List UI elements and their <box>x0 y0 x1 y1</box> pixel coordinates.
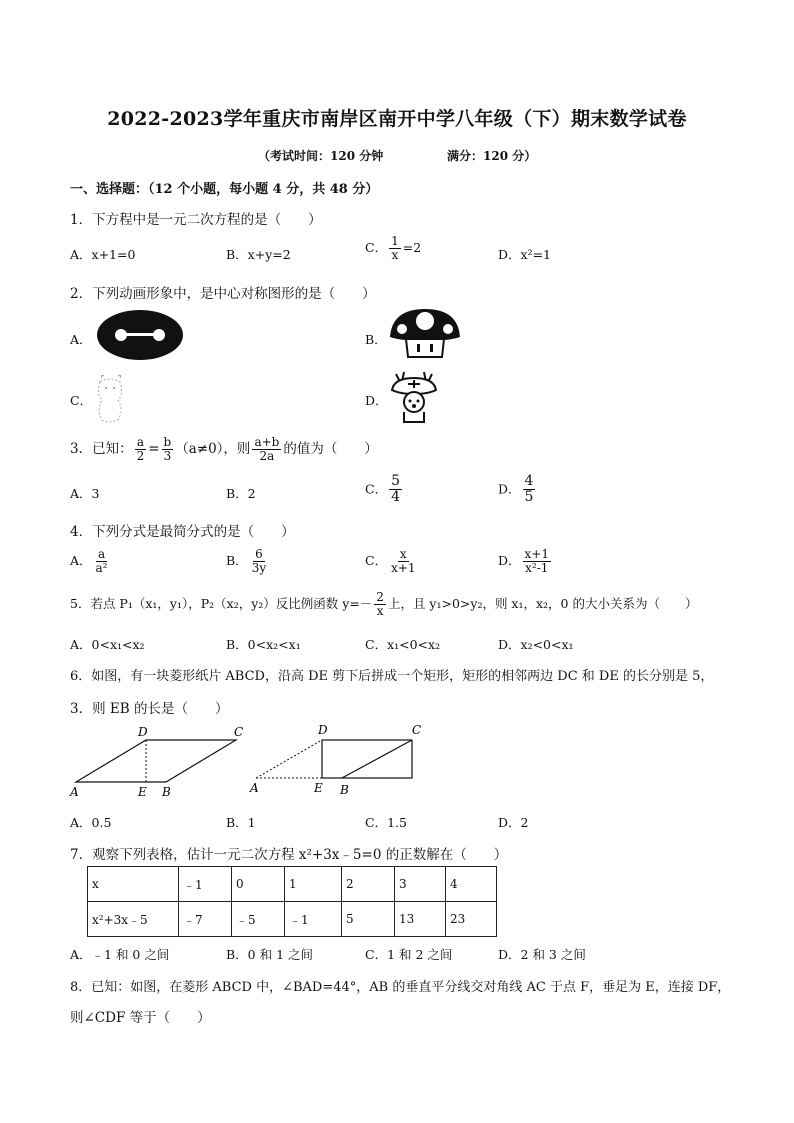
question-5-stem: 5．若点 P₁（x₁，y₁），P₂（x₂，y₂）反比例函数 y=－ $\frac{2}{x}$ 上，且 y₁>0>y₂，则 x₁，x₂，0 的大小关系为（ ） <box>70 590 698 619</box>
q4-option-a: A． $\frac{a}{\text{a²}}$ <box>70 547 108 576</box>
table-cell: x <box>88 867 179 902</box>
q1-option-c: C． $\frac{1}{x}$ =2 <box>365 234 422 263</box>
table-cell: ﹣1 <box>179 867 232 902</box>
label-a1: A <box>70 785 79 799</box>
label-d2: D <box>318 723 328 737</box>
q7-option-c: C．1 和 2 之间 <box>365 947 453 962</box>
q1-option-b: B．x+y=2 <box>226 247 291 262</box>
q4-option-d: D． $\frac{x+1}{\text{x²-1}}$ <box>498 547 549 576</box>
table-cell: ﹣1 <box>285 902 342 937</box>
table-cell: 13 <box>395 902 446 937</box>
q4-option-b: B． $\frac{6}{3y}$ <box>226 547 267 576</box>
q7-option-a: A．﹣1 和 0 之间 <box>70 947 170 962</box>
q2-option-d: D． <box>365 393 388 408</box>
cartoon-c-image <box>92 372 128 424</box>
question-4-stem: 4．下列分式是最简分式的是（ ） <box>70 524 295 540</box>
q1-option-d: D．x²=1 <box>498 247 552 262</box>
label-c1: C <box>234 725 244 739</box>
label-d1: D <box>138 725 148 739</box>
q7-option-b: B．0 和 1 之间 <box>226 947 314 962</box>
mushroom-image <box>388 307 462 359</box>
table-cell: ﹣5 <box>232 902 285 937</box>
table-cell: 4 <box>446 867 497 902</box>
question-1-stem: 1．下方程中是一元二次方程的是（ ） <box>70 212 322 228</box>
table-cell: 3 <box>395 867 446 902</box>
table-row <box>88 867 497 902</box>
question-8-line2: 则∠CDF 等于（ ） <box>70 1010 211 1026</box>
table-cell: 5 <box>342 902 395 937</box>
label-b2: B <box>340 783 349 797</box>
label-c2: C <box>412 723 422 737</box>
question-7-stem: 7．观察下列表格，估计一元二次方程 x²+3x﹣5=0 的正数解在（ ） <box>70 847 508 863</box>
q5-option-a: A．0<x₁<x₂ <box>70 637 145 652</box>
label-e1: E <box>138 785 147 799</box>
rhombus-figure <box>66 722 436 802</box>
table-row <box>88 902 497 937</box>
question-2-stem: 2．下列动画形象中，是中心对称图形的是（ ） <box>70 286 376 302</box>
q3-option-b: B．2 <box>226 486 256 501</box>
q3-option-c: C． $\frac{5}{4}$ <box>365 473 400 506</box>
table-cell: 23 <box>446 902 497 937</box>
value-table <box>87 866 497 937</box>
label-e2: E <box>314 781 323 795</box>
exam-time: （考试时间：120 分钟 <box>258 149 384 163</box>
q3-option-d: D． $\frac{4}{5}$ <box>498 473 534 506</box>
section-heading: 一、选择题：（12 个小题，每小题 4 分，共 48 分） <box>70 182 379 197</box>
q3-option-a: A．3 <box>70 486 100 501</box>
question-6-line1: 6．如图，有一块菱形纸片 ABCD，沿高 DE 剪下后拼成一个矩形，矩形的相邻两边 DC 和 DE 的长分别是 5， <box>70 669 714 684</box>
label-b1: B <box>162 785 171 799</box>
chopper-image <box>388 370 440 426</box>
full-score: 满分：120 分） <box>447 149 537 163</box>
table-cell: 1 <box>285 867 342 902</box>
q4-option-c: C． $\frac{x}{x+1}$ <box>365 547 416 576</box>
q7-option-d: D．2 和 3 之间 <box>498 947 586 962</box>
question-6-line2: 3．则 EB 的长是（ ） <box>70 701 229 717</box>
table-cell: ﹣7 <box>179 902 232 937</box>
page-title: 2022-2023学年重庆市南岸区南开中学八年级（下）期末数学试卷 <box>107 108 687 130</box>
q2-option-c: C． <box>70 393 93 408</box>
q5-option-c: C．x₁<0<x₂ <box>365 637 441 652</box>
q5-option-d: D．x₂<0<x₁ <box>498 637 574 652</box>
q5-option-b: B．0<x₂<x₁ <box>226 637 301 652</box>
q2-option-a: A． <box>70 332 92 347</box>
q1-option-a: A．x+1=0 <box>70 247 136 262</box>
table-cell: 0 <box>232 867 285 902</box>
table-cell: 2 <box>342 867 395 902</box>
q6-option-a: A．0.5 <box>70 815 112 830</box>
cartoon-a-image <box>96 309 184 361</box>
q6-option-b: B．1 <box>226 815 256 830</box>
table-cell: x²+3x﹣5 <box>88 902 179 937</box>
q2-option-b: B． <box>365 332 387 347</box>
q6-option-d: D．2 <box>498 815 529 830</box>
label-a2: A <box>250 781 259 795</box>
q6-option-c: C．1.5 <box>365 815 407 830</box>
question-8-line1: 8．已知：如图，在菱形 ABCD 中，∠BAD=44°，AB 的垂直平分线交对角线 AC 于点 F，垂足为 E，连接 DF， <box>70 980 731 995</box>
question-3-stem: 3．已知： $\frac{a}{2}$ = $\frac{b}{3}$ （a≠0），则 $\frac{a+b}{2a}$ 的值为（ ） <box>70 435 378 464</box>
